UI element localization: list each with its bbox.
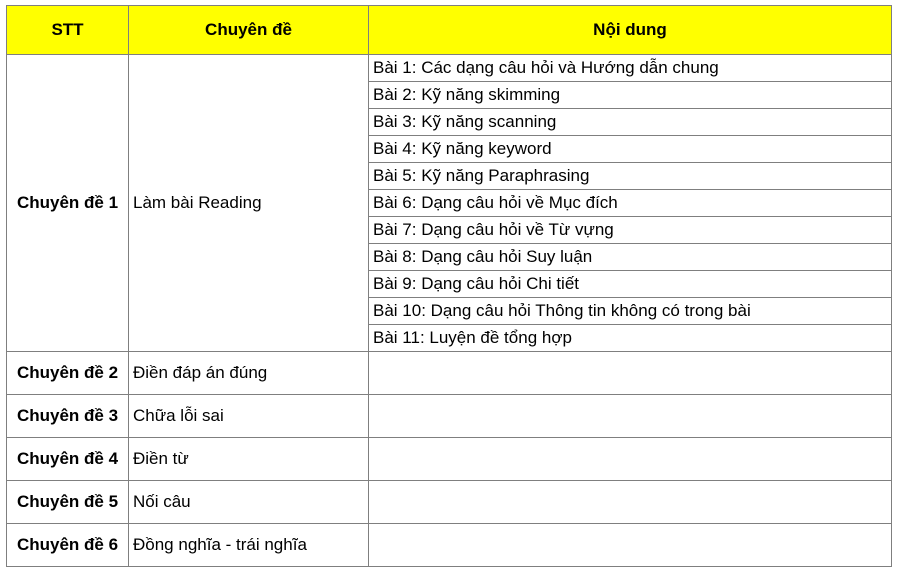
table-row — [7, 481, 892, 524]
row-stt: Chuyên đề 5 — [7, 481, 129, 524]
content-cell — [369, 481, 892, 524]
lesson-cell: Bài 5: Kỹ năng Paraphrasing — [369, 163, 892, 190]
header-content: Nội dung — [369, 6, 892, 55]
curriculum-table — [6, 5, 892, 567]
row-stt: Chuyên đề 2 — [7, 352, 129, 395]
row-topic: Nối câu — [129, 481, 369, 524]
table-header — [7, 6, 892, 55]
table-row — [7, 55, 892, 82]
row-stt: Chuyên đề 6 — [7, 524, 129, 567]
header-row — [7, 6, 892, 55]
row-topic: Chữa lỗi sai — [129, 395, 369, 438]
row-topic: Làm bài Reading — [129, 55, 369, 352]
table-body — [7, 55, 892, 567]
row-topic: Điền từ — [129, 438, 369, 481]
row-stt: Chuyên đề 1 — [7, 55, 129, 352]
lesson-cell: Bài 7: Dạng câu hỏi về Từ vựng — [369, 217, 892, 244]
header-topic: Chuyên đề — [129, 6, 369, 55]
row-topic: Đồng nghĩa - trái nghĩa — [129, 524, 369, 567]
lesson-cell: Bài 3: Kỹ năng scanning — [369, 109, 892, 136]
row-stt: Chuyên đề 3 — [7, 395, 129, 438]
content-cell — [369, 352, 892, 395]
table-row — [7, 438, 892, 481]
table-row — [7, 395, 892, 438]
content-cell — [369, 438, 892, 481]
row-topic: Điền đáp án đúng — [129, 352, 369, 395]
lesson-cell: Bài 6: Dạng câu hỏi về Mục đích — [369, 190, 892, 217]
lesson-cell: Bài 11: Luyện đề tổng hợp — [369, 325, 892, 352]
lesson-cell: Bài 9: Dạng câu hỏi Chi tiết — [369, 271, 892, 298]
table-row — [7, 352, 892, 395]
header-stt: STT — [7, 6, 129, 55]
lesson-cell: Bài 4: Kỹ năng keyword — [369, 136, 892, 163]
lesson-cell: Bài 8: Dạng câu hỏi Suy luận — [369, 244, 892, 271]
table-row — [7, 524, 892, 567]
row-stt: Chuyên đề 4 — [7, 438, 129, 481]
lesson-cell: Bài 10: Dạng câu hỏi Thông tin không có trong bài — [369, 298, 892, 325]
lesson-cell: Bài 2: Kỹ năng skimming — [369, 82, 892, 109]
content-cell — [369, 524, 892, 567]
content-cell — [369, 395, 892, 438]
lesson-cell: Bài 1: Các dạng câu hỏi và Hướng dẫn chung — [369, 55, 892, 82]
